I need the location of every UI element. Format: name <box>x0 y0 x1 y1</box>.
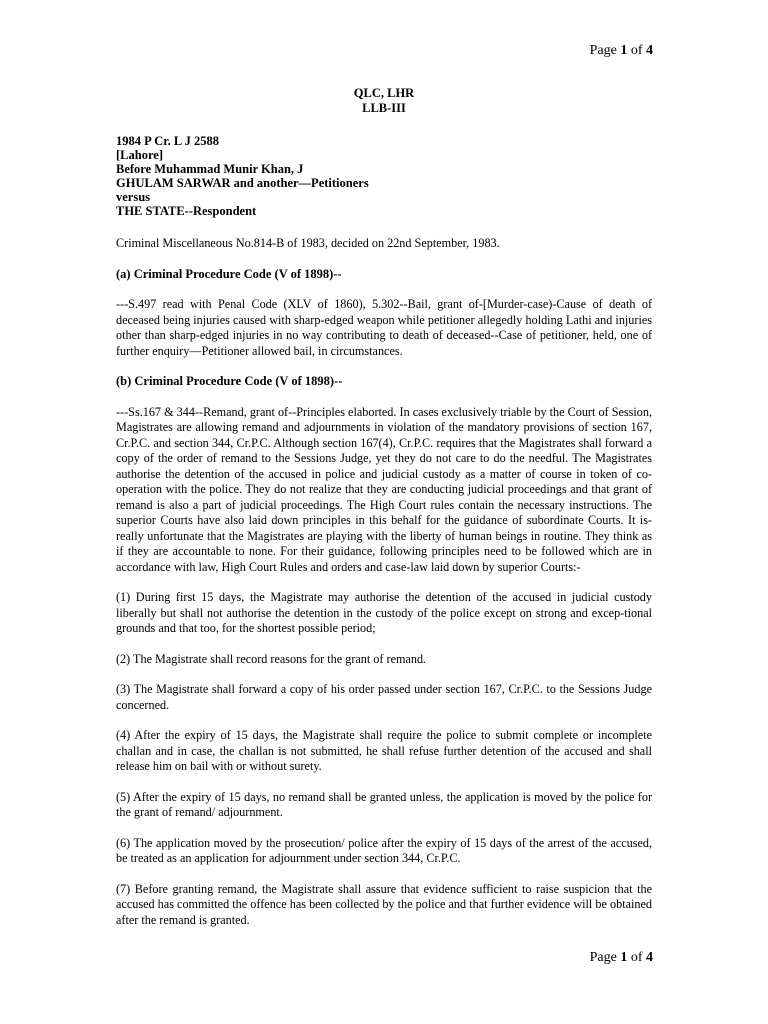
total-pages: 4 <box>646 950 653 965</box>
petitioners: GHULAM SARWAR and another—Petitioners <box>116 176 369 190</box>
institution-label: QLC, LHR <box>353 86 415 100</box>
document-header <box>0 86 768 116</box>
total-pages: 4 <box>646 43 653 58</box>
principle-2: (2) The Magistrate shall record reasons for the grant of remand. <box>116 651 427 666</box>
page-number-bottom: Page 1 of 4 <box>589 950 653 965</box>
case-info <box>116 134 369 218</box>
principle-5: (5) After the expiry of 15 days, no remand shall be granted unless, the application is moved by the police for the grant of remand/ adjournment. <box>116 789 652 819</box>
current-page: 1 <box>620 43 628 58</box>
principle-6: (6) The application moved by the prosecution/ police after the expiry of 15 days of the arrest of the accused, be treated as an application for adjournment under section 344, Cr.P.C. <box>116 835 652 865</box>
page-number-top: Page 1 of 4 <box>589 43 653 58</box>
judge: Before Muhammad Munir Khan, J <box>116 162 304 176</box>
principle-1: (1) During first 15 days, the Magistrate may authorise the detention of the accused in judicial custody liberally but shall not authorise the detention in the custody of the police except on strong and excep-tional grounds and that too, for the shortest possible period; <box>116 590 652 635</box>
heading-a: (a) Criminal Procedure Code (V of 1898)-- <box>116 266 342 281</box>
paragraph-b: ---Ss.167 & 344--Remand, grant of--Principles elaborted. In cases exclusively triable by the Court of Session, Magistrates are allowing remand and adjournments in violation of the mandatory provisions of section 167, Cr.P.C. and section 344, Cr.P.C. Although section 167(4), Cr.P.C. requires that the Magistrates shall forward a copy of the order of remand to the Sessions Judge, yet they do not care to do the needful. The Magistrates authorise the detention of the accused in police and judicial custody as a matter of course in token of co-operation with the police. They do not realize that they are conducting judicial proceedings and that grant of remand is also a part of judicial proceedings. The High Court rules contain the necessary instructions. The superior Courts have also laid down principles in this behalf for the guidance of subordinate Courts. It is- really unfortunate that the Magistrates are playing with the liberty of human beings in routine. They think as if they are accountable to none. For their guidance, following principles need to be followed which are in accordance with law, High Court Rules and orders and case-law laid down by superior Courts:- <box>116 404 652 574</box>
paragraph-a: ---S.497 read with Penal Code (XLV of 1860), 5.302--Bail, grant of-[Murder-case)-Cause of death of deceased being injuries caused with sharp-edged weapon while petitioner allegedly holding Lathi and injuries other than sharp-edged injuries in no way contributing to death of deceased--Case of petitioner, held, one of further enquiry—Petitioner allowed bail, in circumstances. <box>116 297 652 358</box>
court: [Lahore] <box>116 148 163 162</box>
respondent: THE STATE--Respondent <box>116 204 257 218</box>
document-body <box>116 236 652 943</box>
principle-7: (7) Before granting remand, the Magistrate shall assure that evidence sufficient to raise suspicion that the accused has committed the offence has been collected by the police and that further evidence will be obtained after the remand is granted. <box>116 881 652 927</box>
current-page: 1 <box>620 950 628 965</box>
citation: 1984 P Cr. L J 2588 <box>116 134 220 148</box>
class-label: LLB-III <box>362 101 406 115</box>
versus: versus <box>116 190 151 204</box>
misc-line: Criminal Miscellaneous No.814-B of 1983, decided on 22nd September, 1983. <box>116 236 500 250</box>
principle-4: (4) After the expiry of 15 days, the Magistrate shall require the police to submit complete or incomplete challan and in case, the challan is not submitted, he shall refuse further detention of the accused and shall release him on bail with or without surety. <box>116 728 652 773</box>
heading-b: (b) Criminal Procedure Code (V of 1898)-- <box>116 374 343 388</box>
principle-3: (3) The Magistrate shall forward a copy of his order passed under section 167, Cr.P.C. to the Sessions Judge concerned. <box>116 682 652 712</box>
